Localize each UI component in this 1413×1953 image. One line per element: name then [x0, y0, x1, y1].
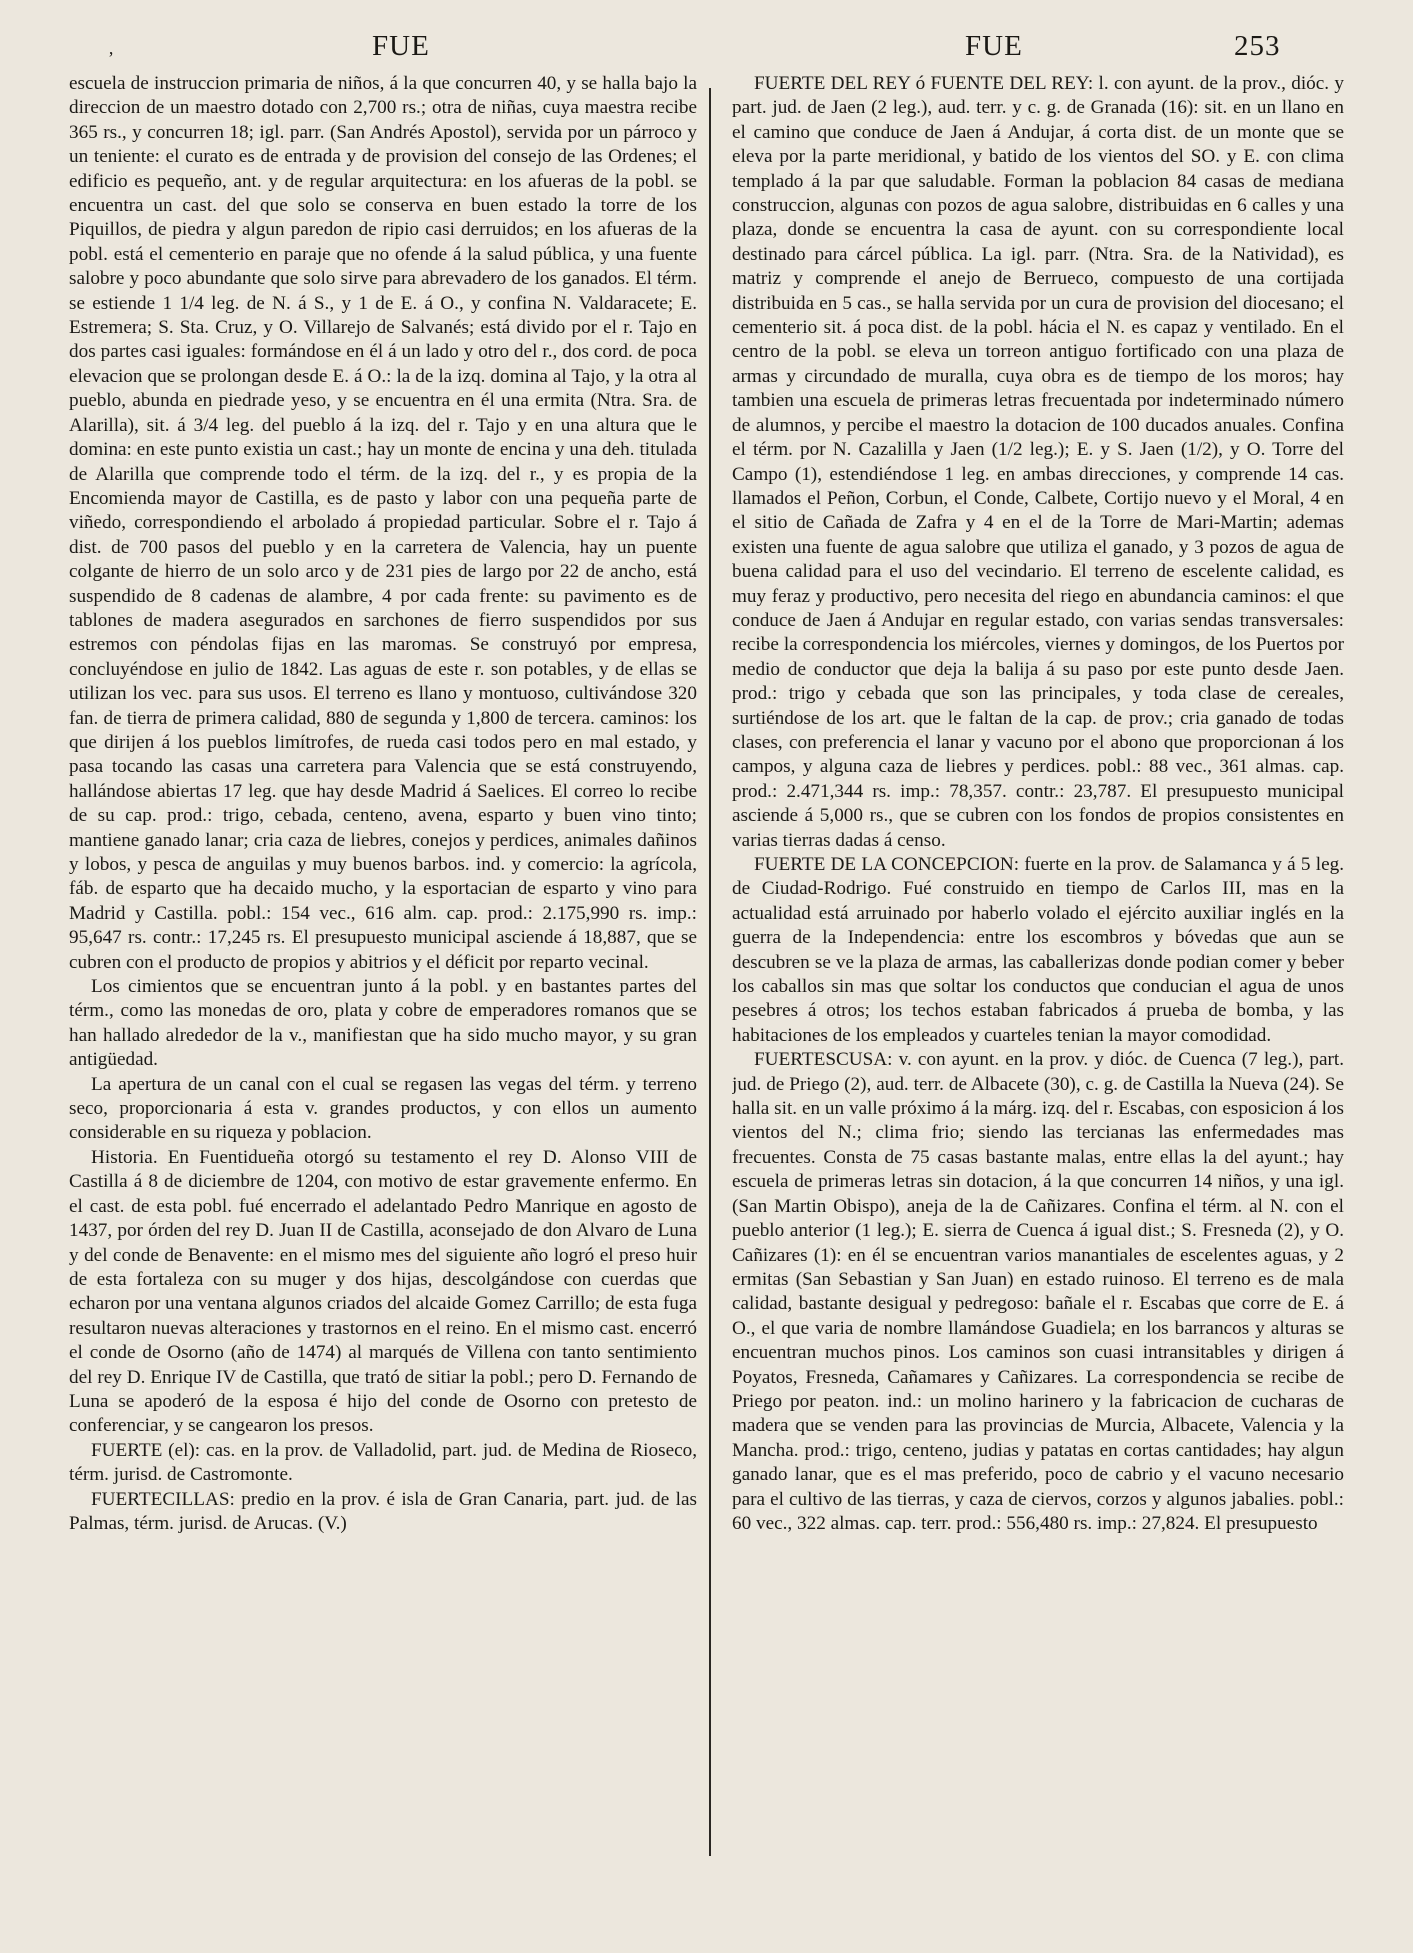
entry-fuerte-del-rey: FUERTE DEL REY ó FUENTE DEL REY: l. con ayunt. de la prov., dióc. y part. jud. de Jaen (2 leg.), aud. terr. y c. g. de Granada (16): sit. en un llano en el camino que conduce de Jaen á Andujar, á corta dist. de un monte que se eleva por la parte meridional, y batido de los vientos del SO. y E. con clima templado á la par que saludable. Forman la poblacion 84 casas de mediana construccion, algunas con pozos de agua salobre, distribuidas en 6 calles y una plaza, donde se encuentra la casa de ayunt. con su correspondiente local destinado para cárcel pública. La igl. parr. (Ntra. Sra. de la Natividad), es matriz y comprende el anejo de Berrueco, compuesto de una cortijada distribuida en 5 cas., se halla servida por un cura de provision del diocesano; el cementerio sit. á poca dist. de la pobl. hácia el N. es capaz y ventilado. En el centro de la pobl. se eleva un torreon antiguo fortificado con una plaza de armas y circundado de muralla, cuya obra es de tiempo de los moros; hay tambien una escuela de primeras letras frecuentada por indeterminado número de alumnos, y percibe el maestro la dotacion de 100 ducados anuales. Confina el térm. por N. Cazalilla y Jaen (1/2 leg.); E. y S. Jaen (1/2), y O. Torre del Campo (1), estendiéndose 1 leg. en ambas direcciones, y comprende 14 cas. llamados el Peñon, Corbun, el Conde, Calbete, Cortijo nuevo y el Moral, 4 en el sitio de Cañada de Zafra y 4 en el de la Torre de Mari-Martin; ademas existen una fuente de agua salobre que utiliza el ganado, y 3 pozos de agua de buena calidad para el uso del vecindario. El terreno de escelente calidad, es muy feraz y productivo, pero necesita del riego en abundancia caminos: el que conduce de Jaen á Andujar en regular estado, con varias sendas transversales: recibe la correspondencia los miércoles, viernes y domingos, de los Puertos por medio de conductor que deja la balija á su paso por este punto desde Jaen. prod.: trigo y cebada que son las principales, y toda clase de cereales, surtiéndose de los art. que le faltan de la cap. de prov.; cria ganado de todas clases, con preferencia el lanar y vacuno por el abono que proporcionan á los campos, y alguna caza de liebres y perdices. pobl.: 88 vec., 361 almas. cap. prod.: 2.471,344 rs. imp.: 78,357. contr.: 23,787. El presupuesto municipal asciende á 5,000 rs., que se cubren con los fondos de propios consistentes en varias tierras dadas á censo.	[732, 73, 1344, 851]
running-head-left: FUE	[372, 30, 430, 62]
left-column	[69, 72, 697, 1902]
right-column	[732, 72, 1344, 1902]
entry-fuerte-de-la-concepcion: FUERTE DE LA CONCEPCION: fuerte en la prov. de Salamanca y á 5 leg. de Ciudad-Rodrigo. Fué construido en tiempo de Carlos III, mas en la actualidad está arruinado por haberlo volado el ejército auxiliar inglés en la guerra de la Independencia: entre los escombros y bóvedas que aun se descubren se ve la plaza de armas, las caballerizas donde podian comer y beber los caballos sin mas que soltar los conductos que conducian el agua de unos pesebres á otros; los techos estaban fabricados á prueba de bomba, y las habitaciones de los empleados y cuarteles tenian la mayor comodidad.	[732, 854, 1344, 1046]
page-number: 253	[1234, 30, 1281, 62]
paragraph-historia: Historia. En Fuentidueña otorgó su testamento el rey D. Alonso VIII de Castilla á 8 de diciembre de 1204, con motivo de estar gravemente enfermo. En el cast. de esta pobl. fué encerrado el adelantado Pedro Manrique en agosto de 1437, por órden del rey D. Juan II de Castilla, aconsejado de don Alvaro de Luna y del conde de Benavente: en el mismo mes del siguiente año logró el preso huir de esta fortaleza con su muger y dos hijas, descolgándose con cuerdas que echaron por una ventana algunos criados del alcaide Gomez Carrillo; de esta fuga resultaron nuevas alteraciones y trastornos en el reino. En el mismo cast. encerró el conde de Osorno (año de 1474) al marqués de Villena con tanto sentimiento del rey D. Enrique IV de Castilla, que trató de sitiar la pobl.; pero D. Fernando de Luna se apoderó de la esposa é hijo del conde de Osorno con pretesto de conferenciar, y se cangearon los presos.	[69, 1146, 697, 1437]
column-divider	[709, 88, 711, 1856]
running-head-right: FUE	[965, 30, 1023, 62]
page-header	[0, 30, 1413, 70]
entry-fuertecillas: FUERTECILLAS: predio en la prov. é isla de Gran Canaria, part. jud. de las Palmas, térm. jurisd. de Arucas. (V.)	[69, 1488, 697, 1534]
printer-mark: ‚	[108, 38, 114, 58]
entry-continuation-fuentiduena: escuela de instruccion primaria de niños, á la que concurren 40, y se halla bajo la direccion de un maestro dotado con 2,700 rs.; otra de niñas, cuya maestra recibe 365 rs., y concurren 18; igl. parr. (San Andrés Apostol), servida por un párroco y un teniente: el curato es de entrada y de provision del consejo de las Ordenes; el edificio es pequeño, ant. y de regular arquitectura: en los afueras de la pobl. se encuentra un cast. del que solo se conserva en buen estado la torre de los Piquillos, de piedra y algun paredon de ripio casi derruidos; en los afueras de la pobl. está el cementerio en paraje que no ofende á la salud pública, y una fuente salobre y poco abundante que solo sirve para abrevadero de los ganados. El térm. se estiende 1 1/4 leg. de N. á S., y 1 de E. á O., y confina N. Valdaracete; E. Estremera; S. Sta. Cruz, y O. Villarejo de Salvanés; está divido por el r. Tajo en dos partes casi iguales: formándose en él á un lado y otro del r., dos cord. de poca elevacion que se prolongan desde E. á O.: la de la izq. domina al Tajo, y la otra al pueblo, abunda en piedrade yeso, y se encuentra en él una ermita (Ntra. Sra. de Alarilla), sit. á 3/4 leg. del pueblo á la izq. del r. Tajo y en una altura que le domina: en este punto existia un cast.; hay un monte de encina y una deh. titulada de Alarilla que comprende todo el térm. de la izq. del r., y es propia de la Encomienda mayor de Castilla, es de pasto y labor con una pequeña parte de viñedo, correspondiendo el arbolado á propiedad particular. Sobre el r. Tajo á dist. de 700 pasos del pueblo y en la carretera de Valencia, hay un puente colgante de hierro de un solo arco y de 231 pies de largo por 22 de ancho, está suspendido de 8 cadenas de alambre, 4 por cada frente: su pavimento es de tablones de madera asegurados en sarchones de fierro suspendidos por sus estremos con péndolas fijas en las maromas. Se construyó por empresa, concluyéndose en julio de 1842. Las aguas de este r. son potables, y de ellas se utilizan los vec. para sus usos. El terreno es llano y montuoso, cultivándose 320 fan. de tierra de primera calidad, 880 de segunda y 1,800 de tercera. caminos: los que dirijen á los pueblos limítrofes, de rueda casi todos pero en mal estado, y pasa tocando las casas una carretera para Valencia que se está construyendo, hallándose abiertas 17 leg. que hay desde Madrid á Saelices. El correo lo recibe de su cap. prod.: trigo, cebada, centeno, avena, esparto y buen vino tinto; mantiene ganado lanar; cria caza de liebres, conejos y perdices, animales dañinos y lobos, y pesca de anguilas y muy buenos barbos. ind. y comercio: la agrícola, fáb. de esparto que ha decaido mucho, y la esportacian de esparto y vino para Madrid y Castilla. pobl.: 154 vec., 616 alm. cap. prod.: 2.175,990 rs. imp.: 95,647 rs. contr.: 17,245 rs. El presupuesto municipal asciende á 18,887, que se cubren con el producto de propios y abitrios y el déficit por reparto vecinal.	[69, 73, 697, 973]
paragraph-canal: La apertura de un canal con el cual se regasen las vegas del térm. y terreno seco, proporcionaria á esta v. grandes productos, y con ellos un aumento considerable en su riqueza y poblacion.	[69, 1073, 697, 1144]
paragraph-cimientos: Los cimientos que se encuentran junto á la pobl. y en bastantes partes del térm., como las monedas de oro, plata y cobre de emperadores romanos que se han hallado alrededor de la v., manifiestan que ha sido mucho mayor, y su gran antigüedad.	[69, 976, 697, 1071]
entry-fuerte-el: FUERTE (el): cas. en la prov. de Valladolid, part. jud. de Medina de Rioseco, térm. jurisd. de Castromonte.	[69, 1439, 697, 1486]
entry-fuertescusa: FUERTESCUSA: v. con ayunt. en la prov. y dióc. de Cuenca (7 leg.), part. jud. de Priego (2), aud. terr. de Albacete (30), c. g. de Castilla la Nueva (24). Se halla sit. en un valle próximo á la márg. izq. del r. Escabas, con esposicion á los vientos del N.; clima frio; siendo las tercianas las enfermedades mas frecuentes. Consta de 75 casas bastante malas, entre ellas la del ayunt.; hay escuela de primeras letras sin dotacion, á la que concurren 14 niños, y una igl. (San Martin Obispo), aneja de la de Cañizares. Confina el térm. al N. con el pueblo anterior (1 leg.); E. sierra de Cuenca á igual dist.; S. Fresneda (2), y O. Cañizares (1): en él se encuentran varios manantiales de escelentes aguas, y 2 ermitas (San Sebastian y San Juan) en estado ruinoso. El terreno es de mala calidad, bastante desigual y pedregoso: bañale el r. Escabas que corre de E. á O., el que varia de nombre llamándose Guadiela; en los barrancos y alturas se encuentran muchos pinos. Los caminos son cuasi intransitables y dirigen á Poyatos, Fresneda, Cañamares y Cañizares. La correspondencia se recibe de Priego por peaton. ind.: un molino harinero y la fabricacion de cucharas de madera que se venden para las provincias de Murcia, Albacete, Valencia y la Mancha. prod.: trigo, centeno, judias y patatas en cortas cantidades; hay algun ganado lanar, que es el mas preferido, poco de cabrio y el vacuno necesario para el cultivo de las tierras, y caza de ciervos, corzos y algunos jabalies. pobl.: 60 vec., 322 almas. cap. terr. prod.: 556,480 rs. imp.: 27,824. El presupuesto	[732, 1049, 1344, 1534]
